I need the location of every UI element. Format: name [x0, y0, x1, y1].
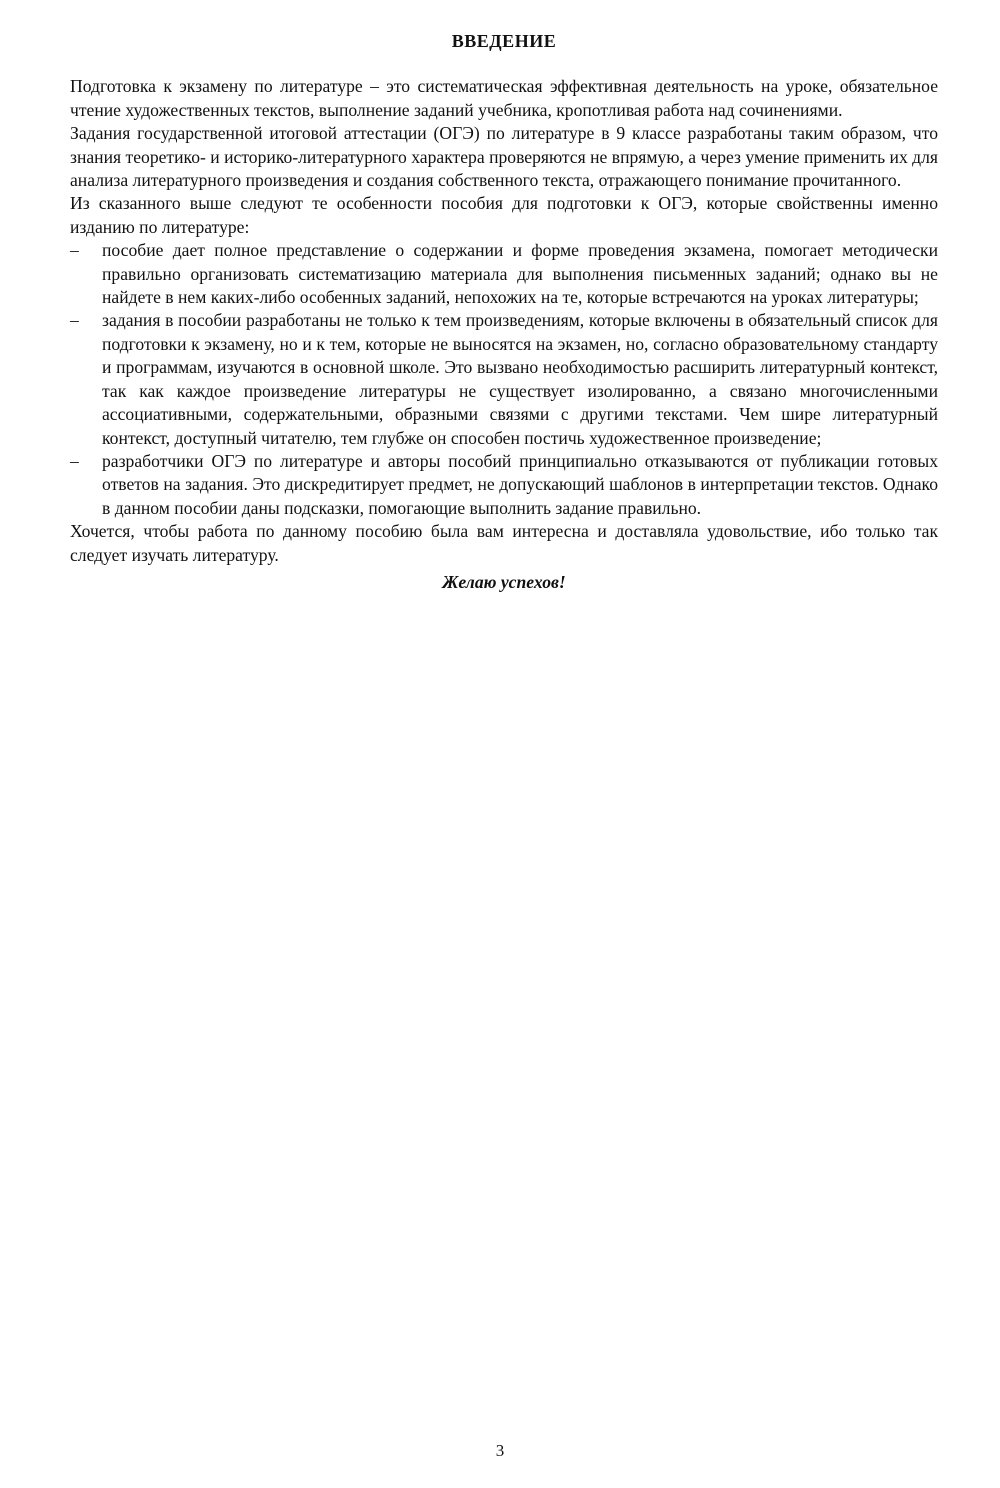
page-title: ВВЕДЕНИЕ	[451, 31, 557, 51]
list-item-text: пособие дает полное представление о содержании и форме проведения экзамена, помогает методически правильно организовать систематизацию материала для выполнения письменных заданий; однако вы не найдете в нем каких-либо особенных заданий, непохожих на те, которые встречаются на уроках литературы;	[102, 240, 938, 308]
list-item-text: задания в пособии разработаны не только к тем произведениям, которые включены в обязательный список для подготовки к экзамену, но и к тем, которые не выносятся на экзамен, но, согласно образовательному стандарту и программам, изучаются в основной школе. Это вызвано необходимостью расширить литературный контекст, так как каждое произведение литературы не существует изолированно, а связано многочисленными ассоциативными, содержательными, образными связями с другими текстами. Чем шире литературный контекст, доступный читателю, тем глубже он способен постичь художественное произведение;	[102, 310, 938, 448]
paragraph-text: Подготовка к экзамену по литературе – это систематическая эффективная деятельность на уроке, обязательное чтение художественных текстов, выполнение заданий учебника, кропотливая работа над сочинениями.	[70, 76, 938, 120]
intro-paragraph-1	[70, 75, 938, 122]
paragraph-text: Из сказанного выше следуют те особенности пособия для подготовки к ОГЭ, которые свойственны именно изданию по литературе:	[70, 193, 938, 237]
paragraph-text: Задания государственной итоговой аттестации (ОГЭ) по литературе в 9 классе разработаны таким образом, что знания теоретико- и историко-литературного характера проверяются не впрямую, а через умение применить их для анализа литературного произведения и создания собственного текста, отражающего понимание прочитанного.	[70, 123, 938, 191]
dash-marker: –	[70, 450, 79, 471]
paragraph-text: Хочется, чтобы работа по данному пособию была вам интересна и доставляла удовольствие, ибо только так следует изучать литературу.	[70, 521, 938, 565]
list-item-text: разработчики ОГЭ по литературе и авторы пособий принципиально отказываются от публикации готовых ответов на задания. Это дискредитирует предмет, не допускающий шаблонов в интерпретации текстов. Однако в данном пособии даны подсказки, помогающие выполнить задание правильно.	[102, 450, 938, 518]
final-paragraph	[70, 520, 938, 567]
intro-paragraph-2	[70, 122, 938, 192]
closing-wish: Желаю успехов!	[442, 571, 566, 592]
list-item	[70, 239, 938, 309]
page-number: 3	[495, 1441, 505, 1460]
features-list	[70, 239, 938, 520]
intro-paragraph-3	[70, 192, 938, 239]
dash-marker: –	[70, 310, 79, 331]
list-item	[70, 450, 938, 520]
list-item	[70, 309, 938, 449]
dash-marker: –	[70, 240, 79, 261]
document-page	[70, 30, 938, 594]
